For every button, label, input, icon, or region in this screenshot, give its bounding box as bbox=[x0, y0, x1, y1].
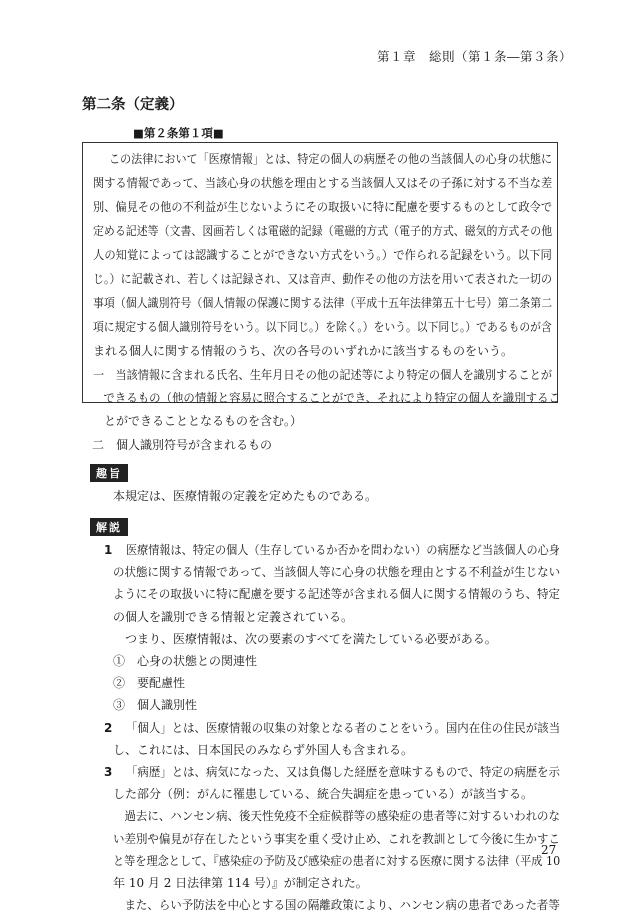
commentary-line: 医療情報は、特定の個人（生存しているか否かを問わない）の病歴など当該個人の心身 bbox=[126, 543, 560, 557]
article-line: まれる個人に関する情報のうち、次の各号のいずれかに該当するものをいう。 bbox=[93, 344, 514, 358]
article-line: 関する情報であって、当該心身の状態を理由とする当該個人又はその子孫に対する不当な差 bbox=[93, 176, 553, 190]
commentary-line: 年 10 月 2 日法律第 114 号）』が制定された。 bbox=[113, 876, 368, 890]
article-line: じ。）に記載され、若しくは記録され、又は音声、動作その他の方法を用いて表された一切の bbox=[93, 272, 552, 286]
page-number: 27 bbox=[541, 843, 557, 857]
article-line: 別、偏見その他の不利益が生じないようにその取扱いに特に配慮を要するものとして政令で bbox=[93, 200, 553, 214]
commentary-line: ようにその取扱いに特に配慮を要する記述等が含まれる個人に関する情報のうち、特定 bbox=[113, 587, 560, 601]
article-line: 一 当該情報に含まれる氏名、生年月日その他の記述等により特定の個人を識別することが bbox=[93, 368, 553, 382]
article-line: 項に規定する個人識別符号をいう。以下同じ。）を除く。）をいう。以下同じ。）であるものが含 bbox=[93, 320, 552, 334]
commentary-line: 「個人」とは、医療情報の収集の対象となる者のことをいう。国内在住の住民が該当 bbox=[126, 721, 561, 735]
commentary-line: の状態に関する情報であって、当該個人等に心身の状態を理由とする不利益が生じない bbox=[113, 565, 561, 579]
commentary-number: 3 bbox=[104, 765, 113, 779]
article-line: 定める記述等（文書、図画若しくは電磁的記録（電磁的方式（電子的方式、磁気的方式その他 bbox=[93, 224, 553, 238]
article-title: 第二条（定義） bbox=[82, 97, 184, 113]
commentary-label: 解説 bbox=[90, 518, 128, 536]
article-line: できるもの（他の情報と容易に照合することができ、それにより特定の個人を識別するこ bbox=[92, 391, 560, 405]
commentary-line: し、これには、日本国民のみならず外国人も含まれる。 bbox=[113, 743, 414, 757]
commentary-number: 2 bbox=[104, 721, 113, 735]
article-line: とができることとなるものを含む。） bbox=[92, 414, 303, 428]
commentary-line: の個人を識別できる情報と定義されている。 bbox=[113, 610, 354, 624]
article-line: 事項（個人識別符号（個人情報の保護に関する法律（平成十五年法律第五十七号）第二条第二 bbox=[93, 296, 553, 310]
gist-text: 本規定は、医療情報の定義を定めたものである。 bbox=[113, 489, 378, 503]
commentary-line: また、らい予防法を中心とする国の隔離政策により、ハンセン病の患者であった者等 bbox=[113, 898, 560, 912]
article-text-box bbox=[82, 142, 558, 403]
commentary-line: した部分（例：がんに罹患している、統合失調症を患っている）が該当する。 bbox=[113, 787, 534, 801]
article-line: この法律において「医療情報」とは、特定の個人の病歴その他の当該個人の心身の状態に bbox=[109, 152, 553, 166]
subhead: ■第２条第１項■ bbox=[133, 126, 224, 140]
commentary-line: 過去に、ハンセン病、後天性免疫不全症候群等の感染症の患者等に対するいわれのな bbox=[113, 809, 560, 823]
commentary-line: ① 心身の状態との関連性 bbox=[113, 654, 258, 668]
article-line: 二 個人識別符号が含まれるもの bbox=[92, 438, 273, 452]
commentary-line: ② 要配慮性 bbox=[113, 676, 186, 690]
article-line: 人の知覚によっては認識することができない方式をいう。）で作られる記録をいう。以下同 bbox=[93, 248, 552, 262]
commentary-line: と等を理念として、『感染症の予防及び感染症の患者に対する医療に関する法律（平成 10 bbox=[113, 854, 561, 868]
commentary-line: 「病歴」とは、病気になった、又は負傷した経歴を意味するもので、特定の病歴を示 bbox=[126, 765, 560, 779]
gist-label: 趣旨 bbox=[90, 464, 128, 482]
commentary-line: ③ 個人識別性 bbox=[113, 698, 198, 712]
running-head: 第１章 総則（第１条―第３条） bbox=[376, 49, 572, 64]
commentary-line: い差別や偏見が存在したという事実を重く受け止め、これを教訓として今後に生かすこ bbox=[113, 832, 560, 846]
commentary-number: 1 bbox=[104, 543, 113, 557]
commentary-line: つまり、医療情報は、次の要素のすべてを満たしている必要がある。 bbox=[113, 632, 497, 646]
